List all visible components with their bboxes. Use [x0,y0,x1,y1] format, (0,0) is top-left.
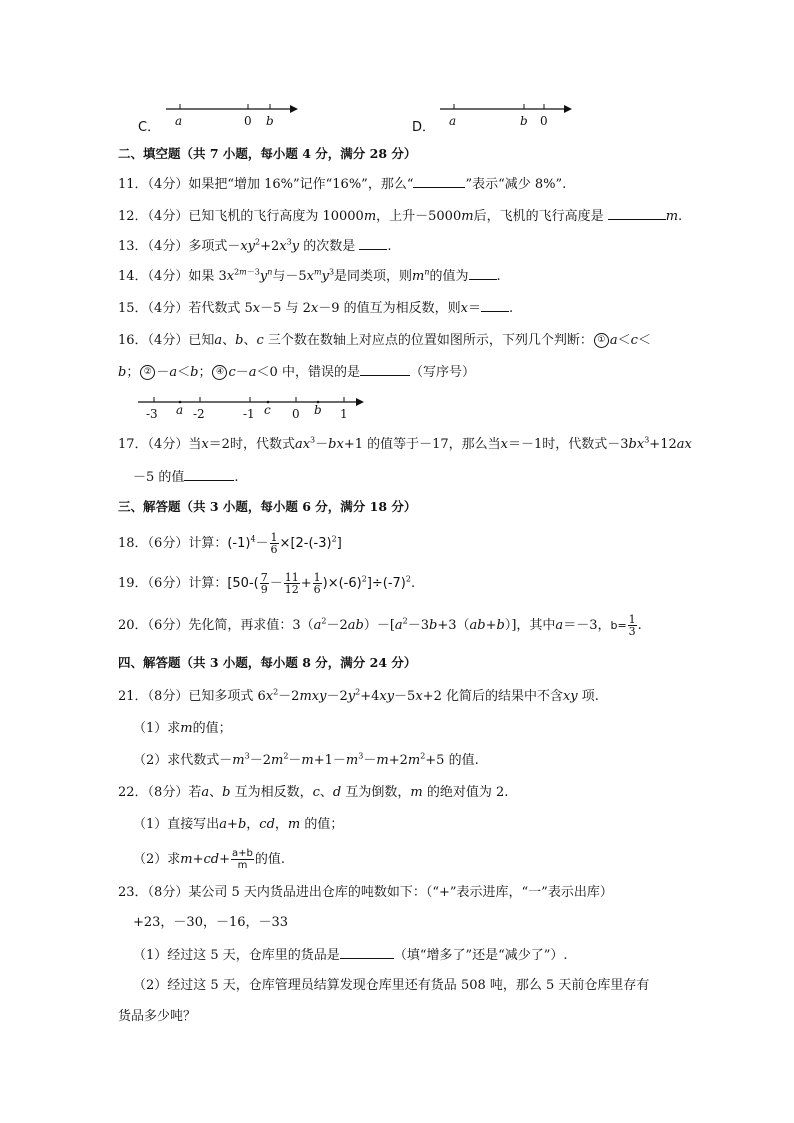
question-19: 19．（6分）计算：[50-( $\frac{7}{9}$ － $\frac{11}{12}$ + $\frac{1}{6}$ )$\times(-6)^2]\div(-7)^2$. [118,571,416,596]
question-13: 13．（4分）多项式$-xy^2+2x^3y$ 的次数是 . [118,237,392,254]
question-14: 14．（4分）如果 $3x^{2m-3}y^n$与$-5x^my^3$是同类项，则$m^n$的值为 . [118,267,501,284]
svg-text:1: 1 [340,407,348,421]
question-23-part-2-cont: 货品多少吨？ [118,1009,197,1024]
svg-text:-3: -3 [146,407,158,421]
question-11: 11．（4分）如果把“增加 16%”记作“16%”，那么“ ”表示“减少 8%”. [118,177,567,192]
section-4-header: 四、解答题（共 3 小题，每小题 8 分，满分 24 分） [118,655,417,670]
svg-text:b: b [314,403,322,417]
answer-blank [413,175,465,188]
question-23-data: +23，－30，－16，－33 [133,915,289,930]
question-16-line-2: b； ② －a＜b； ④ c－a＜0 中，错误的是 （写序号） [118,365,475,380]
answer-blank [469,267,497,280]
question-12: 12．（4分）已知飞机的飞行高度为 10000m，上升－5000m后，飞机的飞行高度是 m. [118,209,683,224]
question-20: 20．（6分）先化简，再求值：$3(a^2-2ab)-[a^2-3b+3(ab+b)]$，其中a＝－3，b= $\frac{1}{3}$ . [118,613,642,638]
option-c-point-a: a [175,114,183,128]
answer-blank [184,468,234,481]
section-2-header: 二、填空题（共 7 小题，每小题 4 分，满分 28 分） [118,146,417,161]
question-22-part-2: （2）求m+cd+ $\frac{a+b}{m}$ 的值. [133,848,286,871]
question-17-line-2: －5 的值 . [133,470,239,485]
option-d-number-line [436,100,576,130]
option-d-point-b: b [520,114,528,128]
option-c-label: C． [138,120,161,135]
question-15: 15．（4分）若代数式 5x－5 与 2x－9 的值互为相反数，则x＝ . [118,301,514,316]
answer-blank [340,946,394,959]
question-23: 23．（8分）某公司 5 天内货品进出仓库的吨数如下：（“+”表示进库，“一”表示出库） [118,885,613,900]
svg-text:c: c [264,403,271,417]
svg-text:-1: -1 [243,407,255,421]
question-23-part-1: （1）经过这 5 天，仓库里的货品是 （填“增多了”还是“减少了”）. [133,948,568,963]
answer-blank [608,207,666,220]
answer-blank [359,237,387,250]
option-c-point-b: b [266,114,274,128]
option-c-point-0: 0 [244,114,252,128]
question-21: 21．（8分）已知多项式 $6x^2-2mxy-2y^2+4xy-5x+2$ 化简后的结果中不含xy 项. [118,687,599,704]
question-21-part-2: （2）求代数式$-m^3-2m^2-m+1-m^3-m+2m^2+5$ 的值. [133,751,479,768]
svg-text:a: a [176,403,184,417]
question-22-part-1: （1）直接写出a+b，cd，m 的值； [133,817,344,832]
option-d-point-0: 0 [540,114,548,128]
question-23-part-2: （2）经过这 5 天，仓库管理员结算发现仓库里还有货品 508 吨，那么 5 天前仓库里存有 [133,978,650,993]
question-16-number-line [136,394,368,424]
svg-text:-2: -2 [193,407,205,421]
option-c-number-line [160,100,300,130]
question-16-line-1: 16．（4分）已知a、b、c 三个数在数轴上对应点的位置如图所示，下列几个判断： ① a＜c＜ [118,333,651,348]
answer-blank [481,299,509,312]
option-d-label: D． [412,120,436,135]
svg-text:0: 0 [292,407,300,421]
question-17-line-1: 17．（4分）当x＝2时，代数式$ax^3-bx+1$ 的值等于－17，那么当x＝－1时，代数式$-3bx^3+12ax$ [118,435,692,452]
question-22: 22．（8分）若a、b 互为相反数，c、d 互为倒数，m 的绝对值为 2. [118,785,509,800]
question-18: 18．（6分）计算：$(-1)^4-$ $\frac{1}{6}$ $\times[2-(-3)^2]$ [118,531,342,556]
option-d-point-a: a [449,114,457,128]
answer-blank [360,363,410,376]
section-3-header: 三、解答题（共 3 小题，每小题 6 分，满分 18 分） [118,499,417,514]
question-21-part-1: （1）求m的值； [133,721,232,736]
